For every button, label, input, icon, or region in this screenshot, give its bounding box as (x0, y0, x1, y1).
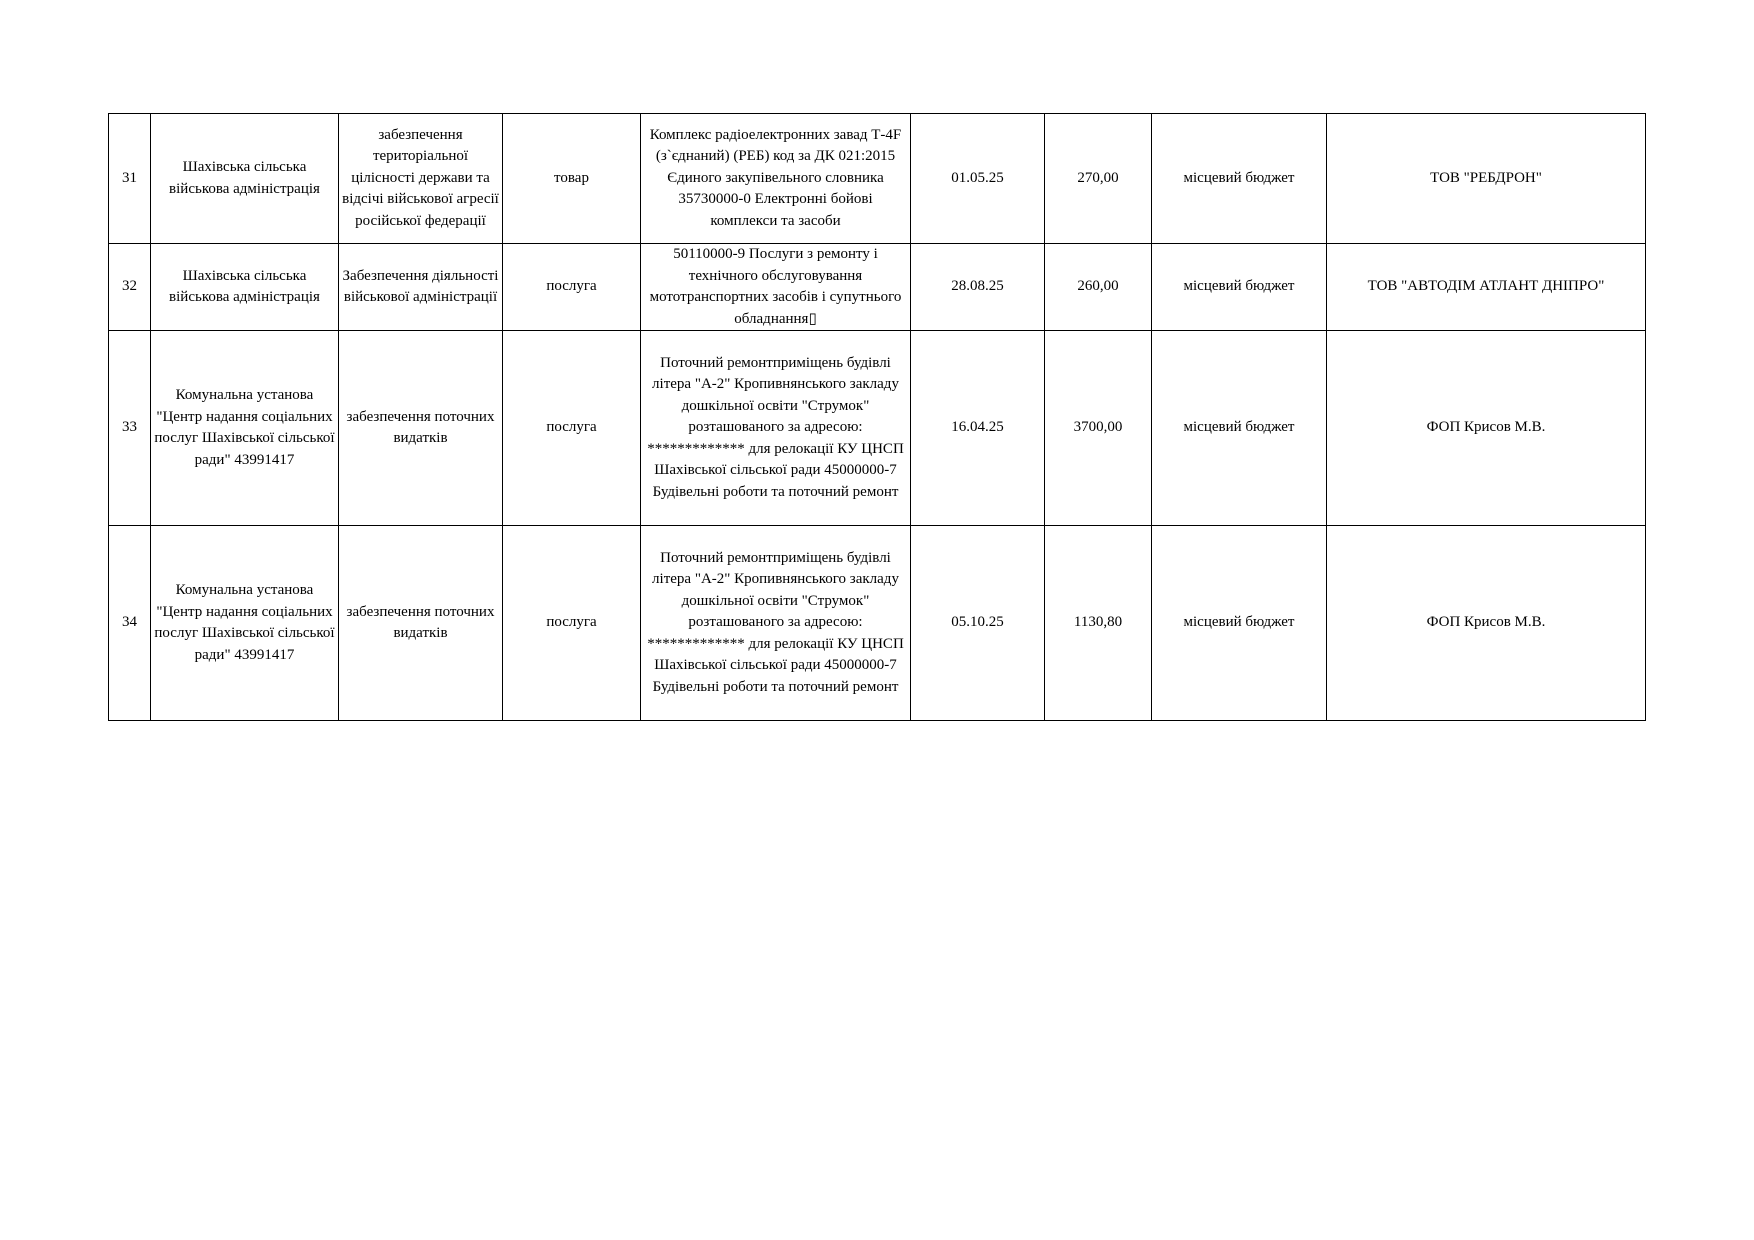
customer-cell: Комунальна установа "Центр надання соціальних послуг Шахівської сільської ради" 43991417 (151, 526, 339, 721)
supplier-cell: ТОВ "РЕБДРОН" (1327, 114, 1646, 244)
description-cell: Комплекс радіоелектронних завад Т-4F (з`єднаний) (РЕБ) код за ДК 021:2015 Єдиного закупівельного словника 35730000-0 Електронні бойові комплекси та засоби (641, 114, 911, 244)
supplier-cell: ФОП Крисов М.В. (1327, 331, 1646, 526)
date-cell: 16.04.25 (911, 331, 1045, 526)
amount-cell: 3700,00 (1045, 331, 1152, 526)
document-sheet (108, 113, 1646, 721)
customer-cell: Шахівська сільська військова адміністрація (151, 244, 339, 331)
funding-cell: місцевий бюджет (1152, 526, 1327, 721)
amount-cell: 260,00 (1045, 244, 1152, 331)
customer-cell: Комунальна установа "Центр надання соціальних послуг Шахівської сільської ради" 43991417 (151, 331, 339, 526)
type-cell: товар (503, 114, 641, 244)
type-cell: послуга (503, 244, 641, 331)
date-cell: 05.10.25 (911, 526, 1045, 721)
funding-cell: місцевий бюджет (1152, 114, 1327, 244)
amount-cell: 1130,80 (1045, 526, 1152, 721)
row-number-cell: 31 (109, 114, 151, 244)
purpose-cell: забезпечення поточних видатків (339, 331, 503, 526)
date-cell: 01.05.25 (911, 114, 1045, 244)
customer-cell: Шахівська сільська військова адміністрація (151, 114, 339, 244)
table-row (109, 526, 1646, 721)
row-number-cell: 34 (109, 526, 151, 721)
table-row (109, 244, 1646, 331)
procurement-table (108, 113, 1646, 721)
funding-cell: місцевий бюджет (1152, 244, 1327, 331)
amount-cell: 270,00 (1045, 114, 1152, 244)
supplier-cell: ТОВ "АВТОДІМ АТЛАНТ ДНІПРО" (1327, 244, 1646, 331)
type-cell: послуга (503, 526, 641, 721)
row-number-cell: 32 (109, 244, 151, 331)
type-cell: послуга (503, 331, 641, 526)
table-row (109, 331, 1646, 526)
description-cell: Поточний ремонтприміщень будівлі літера "А-2" Кропивнянського закладу дошкільної освіти "Струмок" розташованого за адресою: ************* для релокації КУ ЦНСП Шахівської сільської ради 45000000-7 Будівельні роботи та поточний ремонт (641, 331, 911, 526)
description-cell: Поточний ремонтприміщень будівлі літера "А-2" Кропивнянського закладу дошкільної освіти "Струмок" розташованого за адресою: ************* для релокації КУ ЦНСП Шахівської сільської ради 45000000-7 Будівельні роботи та поточний ремонт (641, 526, 911, 721)
purpose-cell: забезпечення поточних видатків (339, 526, 503, 721)
supplier-cell: ФОП Крисов М.В. (1327, 526, 1646, 721)
description-cell: 50110000-9 Послуги з ремонту і технічного обслуговування мототранспортних засобів і супутнього обладнання▯ (641, 244, 911, 331)
row-number-cell: 33 (109, 331, 151, 526)
date-cell: 28.08.25 (911, 244, 1045, 331)
table-row (109, 114, 1646, 244)
purpose-cell: Забезпечення діяльності військової адміністрації (339, 244, 503, 331)
purpose-cell: забезпечення територіальної цілісності держави та відсічі військової агресії російської федерації (339, 114, 503, 244)
funding-cell: місцевий бюджет (1152, 331, 1327, 526)
